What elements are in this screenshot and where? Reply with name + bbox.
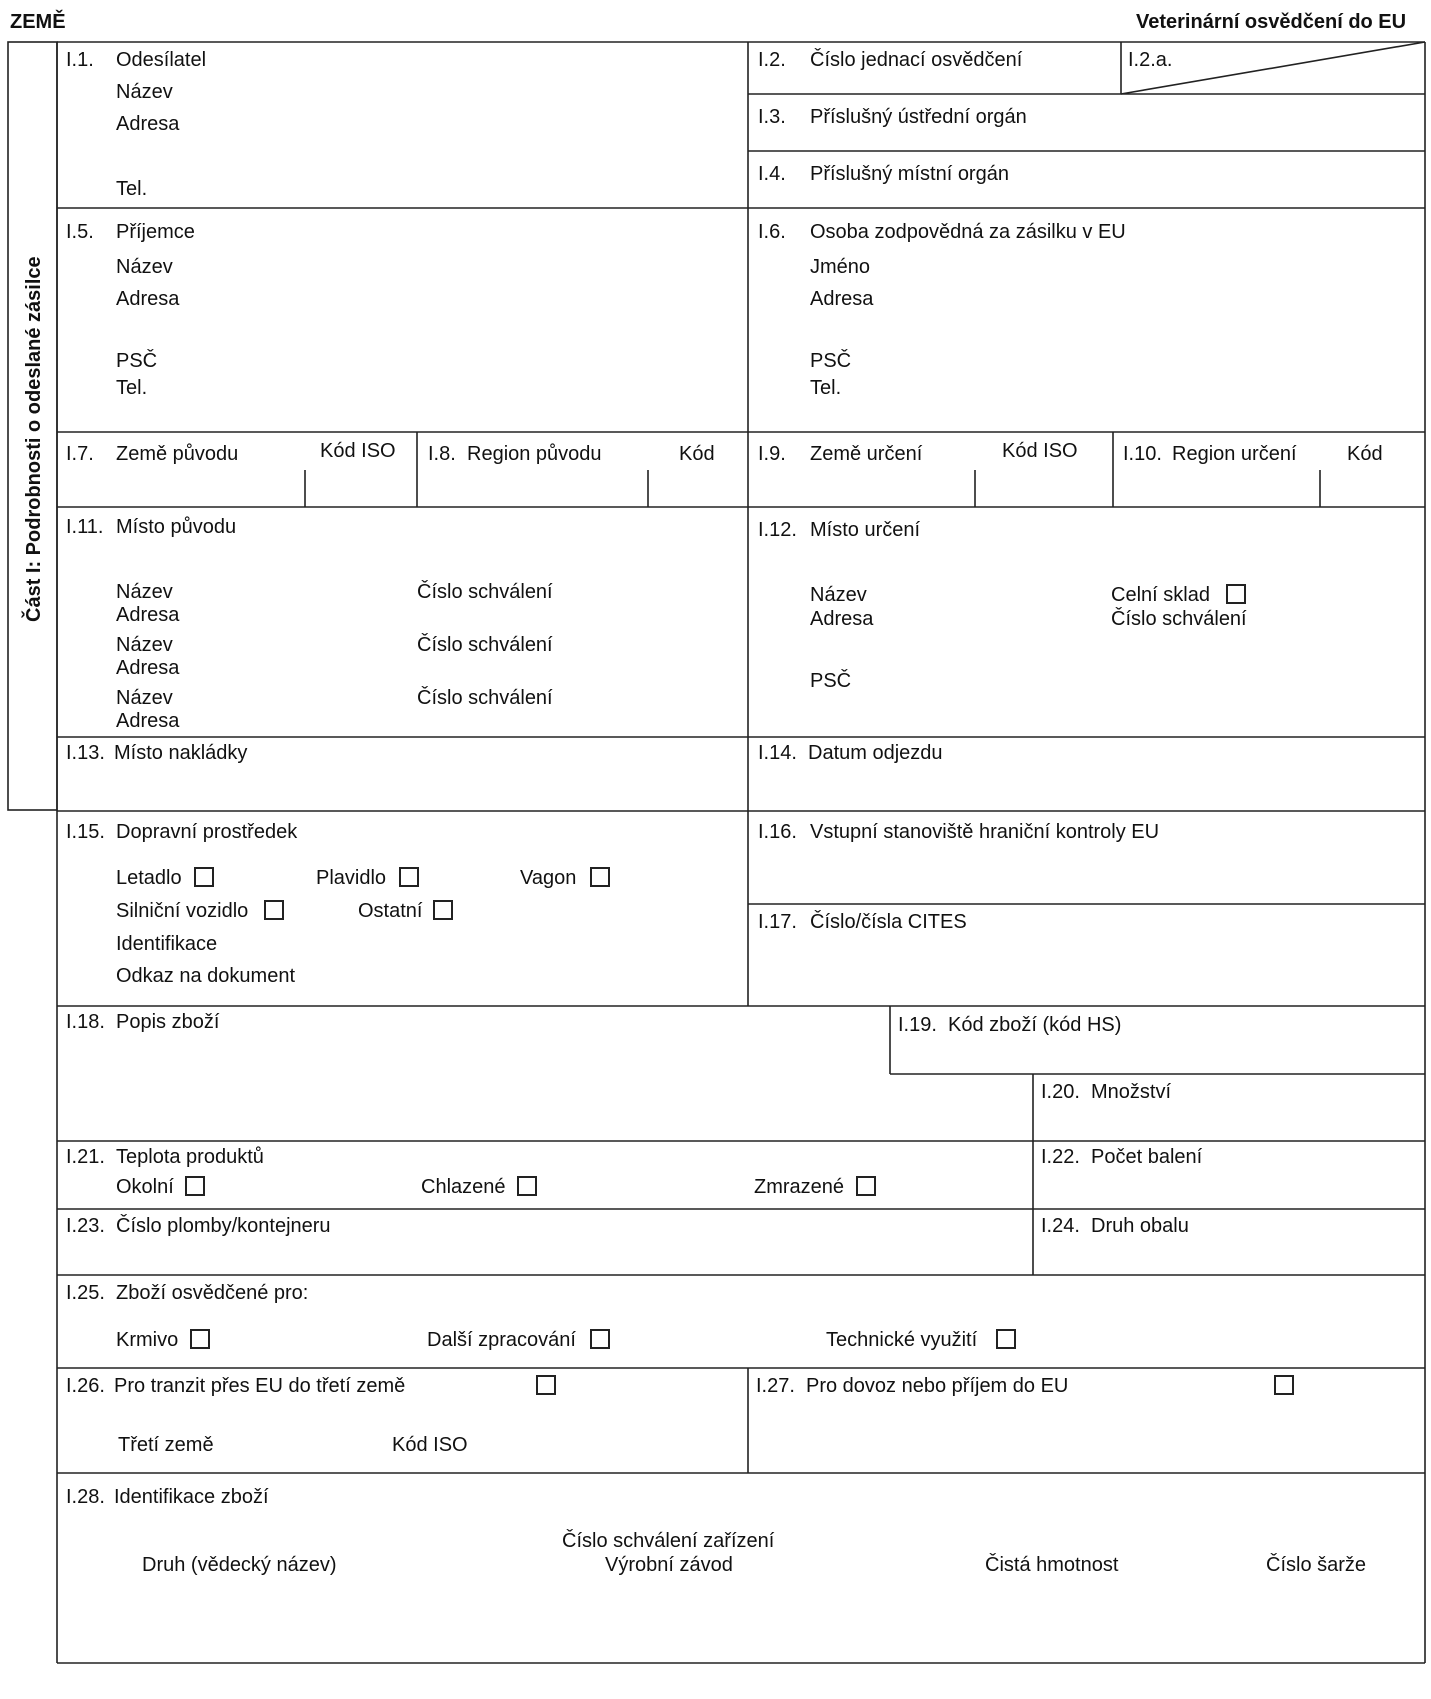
s16-title: Vstupní stanoviště hraniční kontroly EU xyxy=(810,821,1160,843)
s9-title: Země určení xyxy=(810,443,923,465)
s18-title: Popis zboží xyxy=(116,1011,220,1033)
s15-other-label: Ostatní xyxy=(358,900,423,922)
s18-num: I.18. xyxy=(66,1011,105,1033)
s9-code-label: Kód ISO xyxy=(1002,440,1078,462)
s11-num: I.11. xyxy=(66,516,104,538)
s15-num: I.15. xyxy=(66,821,105,843)
s3-title: Příslušný ústřední orgán xyxy=(810,106,1027,128)
s22-num: I.22. xyxy=(1041,1146,1080,1168)
s17-title: Číslo/čísla CITES xyxy=(810,911,967,933)
s26-title: Pro tranzit přes EU do třetí země xyxy=(114,1375,406,1397)
certificate-title: Veterinární osvědčení do EU xyxy=(1136,11,1407,33)
s20-num: I.20. xyxy=(1041,1081,1080,1103)
s11-address-3: Adresa xyxy=(116,710,180,732)
s11-address-1: Adresa xyxy=(116,604,180,626)
s1-name-label: Název xyxy=(116,81,173,103)
s13-num: I.13. xyxy=(66,742,105,764)
plane-checkbox[interactable] xyxy=(194,867,214,887)
s21-chilled-label: Chlazené xyxy=(421,1176,506,1198)
s11-title: Místo původu xyxy=(116,516,237,538)
s4-title: Příslušný místní orgán xyxy=(810,163,1009,185)
s15-plane-label: Letadlo xyxy=(116,867,182,889)
s15-wagon-label: Vagon xyxy=(520,867,577,889)
s22-title: Počet balení xyxy=(1091,1146,1203,1168)
s5-tel-label: Tel. xyxy=(116,377,148,399)
s14-title: Datum odjezdu xyxy=(808,742,943,764)
s11-name-3: Název xyxy=(116,687,173,709)
s5-psc-label: PSČ xyxy=(116,350,158,372)
s5-name-label: Název xyxy=(116,256,173,278)
s25-title: Zboží osvědčené pro: xyxy=(116,1282,309,1304)
s15-ship-label: Plavidlo xyxy=(316,867,387,889)
s11-name-1: Název xyxy=(116,581,173,603)
s1-address-label: Adresa xyxy=(116,113,180,135)
s6-psc-label: PSČ xyxy=(810,350,852,372)
s14-num: I.14. xyxy=(758,742,797,764)
customs-warehouse-checkbox[interactable] xyxy=(1226,584,1246,604)
s6-address-label: Adresa xyxy=(810,288,874,310)
s21-frozen-label: Zmrazené xyxy=(754,1176,845,1198)
s12-customs-label: Celní sklad xyxy=(1111,584,1210,606)
wagon-checkbox[interactable] xyxy=(590,867,610,887)
s26-iso-label: Kód ISO xyxy=(392,1434,468,1456)
s9-num: I.9. xyxy=(758,443,786,465)
s28-net-weight-label: Čistá hmotnost xyxy=(985,1554,1119,1576)
s6-name-label: Jméno xyxy=(810,256,871,278)
s6-tel-label: Tel. xyxy=(810,377,842,399)
s12-psc-label: PSČ xyxy=(810,670,852,692)
s5-num: I.5. xyxy=(66,221,94,243)
ship-checkbox[interactable] xyxy=(399,867,419,887)
s19-num: I.19. xyxy=(898,1014,937,1036)
s12-address-label: Adresa xyxy=(810,608,874,630)
s10-title: Region určení xyxy=(1172,443,1297,465)
feed-checkbox[interactable] xyxy=(190,1329,210,1349)
s12-num: I.12. xyxy=(758,519,797,541)
processing-checkbox[interactable] xyxy=(590,1329,610,1349)
s11-approval-1: Číslo schválení xyxy=(417,581,553,603)
s15-road-label: Silniční vozidlo xyxy=(116,900,249,922)
s17-num: I.17. xyxy=(758,911,797,933)
s6-num: I.6. xyxy=(758,221,786,243)
s11-name-2: Název xyxy=(116,634,173,656)
s11-approval-3: Číslo schválení xyxy=(417,687,553,709)
s15-ident-label: Identifikace xyxy=(116,933,218,955)
s3-num: I.3. xyxy=(758,106,786,128)
s10-num: I.10. xyxy=(1123,443,1162,465)
s2a-num: I.2.a. xyxy=(1128,49,1173,71)
s28-approval-label-1: Číslo schválení zařízení xyxy=(562,1530,775,1552)
s28-species-label: Druh (vědecký název) xyxy=(142,1554,337,1576)
s28-num: I.28. xyxy=(66,1486,105,1508)
s4-num: I.4. xyxy=(758,163,786,185)
s24-title: Druh obalu xyxy=(1091,1215,1189,1237)
s15-title: Dopravní prostředek xyxy=(116,821,298,843)
technical-use-checkbox[interactable] xyxy=(996,1329,1016,1349)
s27-num: I.27. xyxy=(756,1375,795,1397)
other-transport-checkbox[interactable] xyxy=(433,900,453,920)
s27-title: Pro dovoz nebo příjem do EU xyxy=(806,1375,1069,1397)
s19-title: Kód zboží (kód HS) xyxy=(948,1014,1122,1036)
s7-title: Země původu xyxy=(116,443,239,465)
s16-num: I.16. xyxy=(758,821,797,843)
s1-title: Odesílatel xyxy=(116,49,207,71)
s12-title: Místo určení xyxy=(810,519,921,541)
s5-title: Příjemce xyxy=(116,221,195,243)
s13-title: Místo nakládky xyxy=(114,742,248,764)
s26-num: I.26. xyxy=(66,1375,105,1397)
s20-title: Množství xyxy=(1091,1081,1172,1103)
transit-checkbox[interactable] xyxy=(536,1375,556,1395)
ambient-checkbox[interactable] xyxy=(185,1176,205,1196)
s7-code-label: Kód ISO xyxy=(320,440,396,462)
s21-num: I.21. xyxy=(66,1146,105,1168)
s28-approval-label-2: Výrobní závod xyxy=(605,1554,733,1576)
s23-title: Číslo plomby/kontejneru xyxy=(116,1215,331,1237)
s21-ambient-label: Okolní xyxy=(116,1176,174,1198)
s8-num: I.8. xyxy=(428,443,456,465)
s25-processing-label: Další zpracování xyxy=(427,1329,576,1351)
country-header: ZEMĚ xyxy=(10,11,66,33)
road-vehicle-checkbox[interactable] xyxy=(264,900,284,920)
s15-docref-label: Odkaz na dokument xyxy=(116,965,295,987)
s12-name-label: Název xyxy=(810,584,867,606)
chilled-checkbox[interactable] xyxy=(517,1176,537,1196)
import-checkbox[interactable] xyxy=(1274,1375,1294,1395)
s6-title: Osoba zodpovědná za zásilku v EU xyxy=(810,221,1126,243)
s8-code-label: Kód xyxy=(679,443,715,465)
s28-batch-label: Číslo šarže xyxy=(1266,1554,1367,1576)
s2-title: Číslo jednací osvědčení xyxy=(810,49,1023,71)
frozen-checkbox[interactable] xyxy=(856,1176,876,1196)
s28-title: Identifikace zboží xyxy=(114,1486,269,1508)
s2-num: I.2. xyxy=(758,49,786,71)
s1-tel-label: Tel. xyxy=(116,178,148,200)
s25-technical-label: Technické využití xyxy=(826,1329,978,1351)
s23-num: I.23. xyxy=(66,1215,105,1237)
s7-num: I.7. xyxy=(66,443,94,465)
s8-title: Region původu xyxy=(467,443,602,465)
s1-num: I.1. xyxy=(66,49,94,71)
s10-code-label: Kód xyxy=(1347,443,1383,465)
s11-address-2: Adresa xyxy=(116,657,180,679)
s24-num: I.24. xyxy=(1041,1215,1080,1237)
s5-address-label: Adresa xyxy=(116,288,180,310)
s25-feed-label: Krmivo xyxy=(116,1329,179,1351)
s25-num: I.25. xyxy=(66,1282,105,1304)
s26-third-country-label: Třetí země xyxy=(118,1434,214,1456)
s11-approval-2: Číslo schválení xyxy=(417,634,553,656)
part-label: Část I: Podrobnosti o odeslané zásilce xyxy=(23,256,45,622)
s21-title: Teplota produktů xyxy=(116,1146,264,1168)
s12-approval-label: Číslo schválení xyxy=(1111,608,1247,630)
